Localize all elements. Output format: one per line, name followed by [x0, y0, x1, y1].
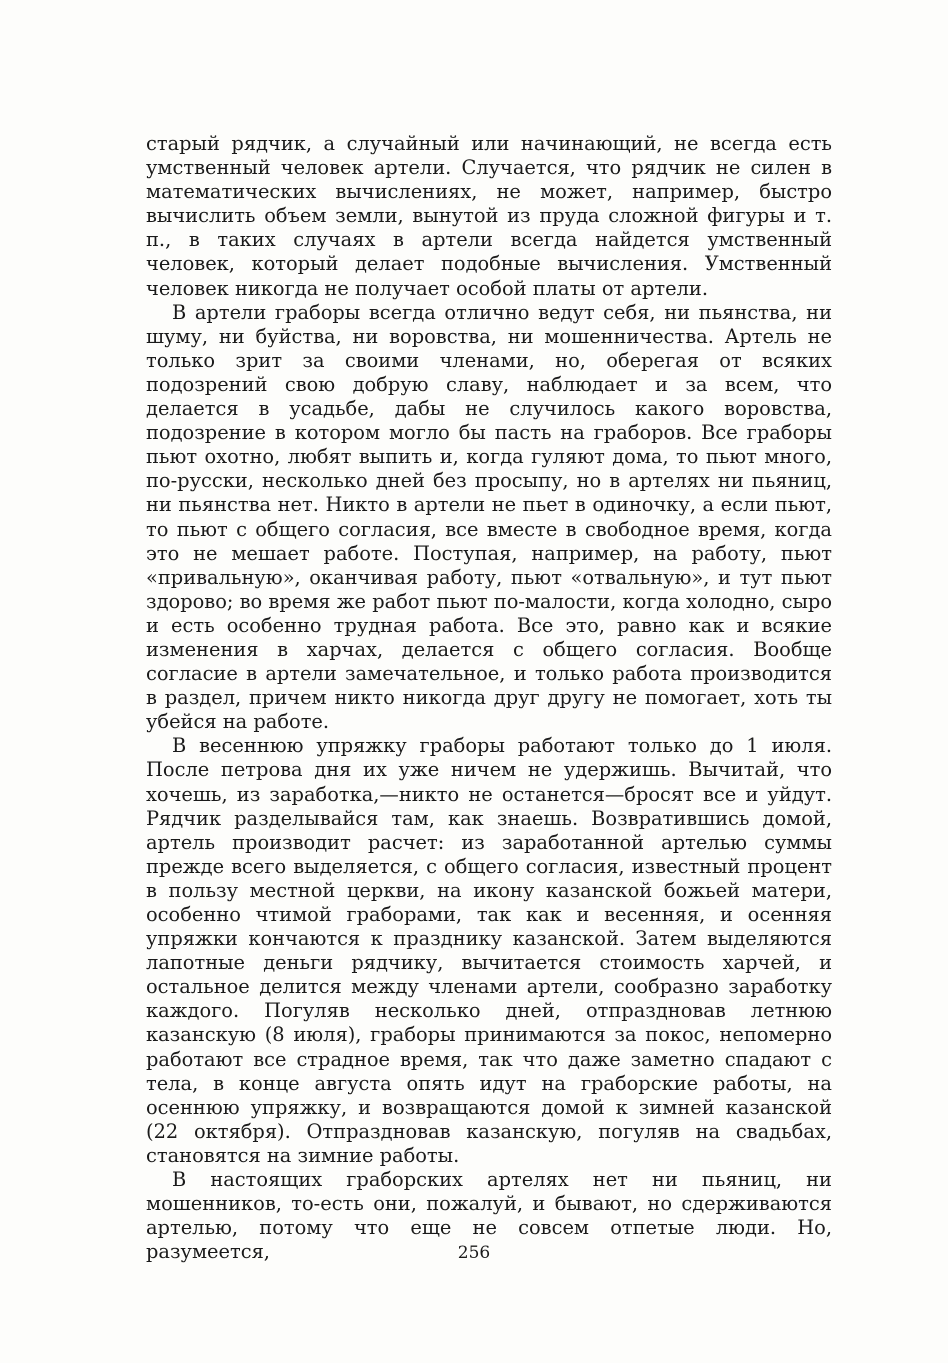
page-number: 256 — [457, 1243, 491, 1263]
paragraph-2: В артели граборы всегда отлично ведут себя, ни пьянства, ни шуму, ни буйства, ни воровства, ни мошенничества. Артель не только зрит за своими членами, но, оберегая от всяких подозрений свою добрую славу, наблюдает и за всем, что делается в усадьбе, дабы не случилось какого воровства, подозрение в котором могло бы пасть на граборов. Все граборы пьют охотно, любят выпить и, когда гуляют дома, то пьют много, по-русски, несколько дней без просыпу, но в артелях ни пьяниц, ни пьянства нет. Никто в артели не пьет в одиночку, а если пьют, то пьют с общего согласия, все вместе в свободное время, когда это не мешает работе. Поступая, например, на работу, пьют «привальную», оканчивая работу, пьют «отвальную», и тут пьют здорово; во время же работ пьют по-малости, когда холодно, сыро и есть особенно трудная работа. Все это, равно как и всякие изменения в харчах, делается с общего согласия. Вообще согласие в артели замечательное, и только работа производится в раздел, причем никто никогда друг другу не помогает, хоть ты убейся на работе. — [146, 300, 832, 734]
paragraph-3: В весеннюю упряжку граборы работают только до 1 июля. После петрова дня их уже ничем не удержишь. Вычитай, что хочешь, из заработка,—никто не останется—бросят все и уйдут. Рядчик разделывайся там, как знаешь. Возвратившись домой, артель производит расчет: из заработанной артелью суммы прежде всего выделяется, с общего согласия, известный процент в пользу местной церкви, на икону казанской божьей матери, особенно чтимой граборами, так как и весенняя, и осенняя упряжки кончаются к празднику казанской. Затем выделяются лапотные деньги рядчику, вычитается стоимость харчей, и остальное делится между членами артели, сообразно заработку каждого. Погуляв несколько дней, отпраздновав летнюю казанскую (8 июля), граборы принимаются за покос, непомерно работают все страдное время, так что даже заметно спадают с тела, в конце августа опять идут на граборские работы, на осеннюю упряжку, и возвращаются домой к зимней казанской (22 октября). Отпраздновав казанскую, погуляв на свадьбах, становятся на зимние работы. — [146, 734, 832, 1167]
paragraph-4: В настоящих граборских артелях нет ни пьяниц, ни мошенников, то-есть они, пожалуй, и бывают, но сдерживаются артелью, потому что еще не совсем отпетые люди. Но, разумеется, — [146, 1168, 832, 1264]
body-text — [146, 132, 832, 1264]
paragraph-1: старый рядчик, а случайный или начинающий, не всегда есть умственный человек артели. Случается, что рядчик не силен в математических вычислениях, не может, например, быстро вычислить объем земли, вынутой из пруда сложной фигуры и т. п., в таких случаях в артели всегда найдется умственный человек, который делает подобные вычисления. Умственный человек никогда не получает особой платы от артели. — [146, 132, 832, 300]
